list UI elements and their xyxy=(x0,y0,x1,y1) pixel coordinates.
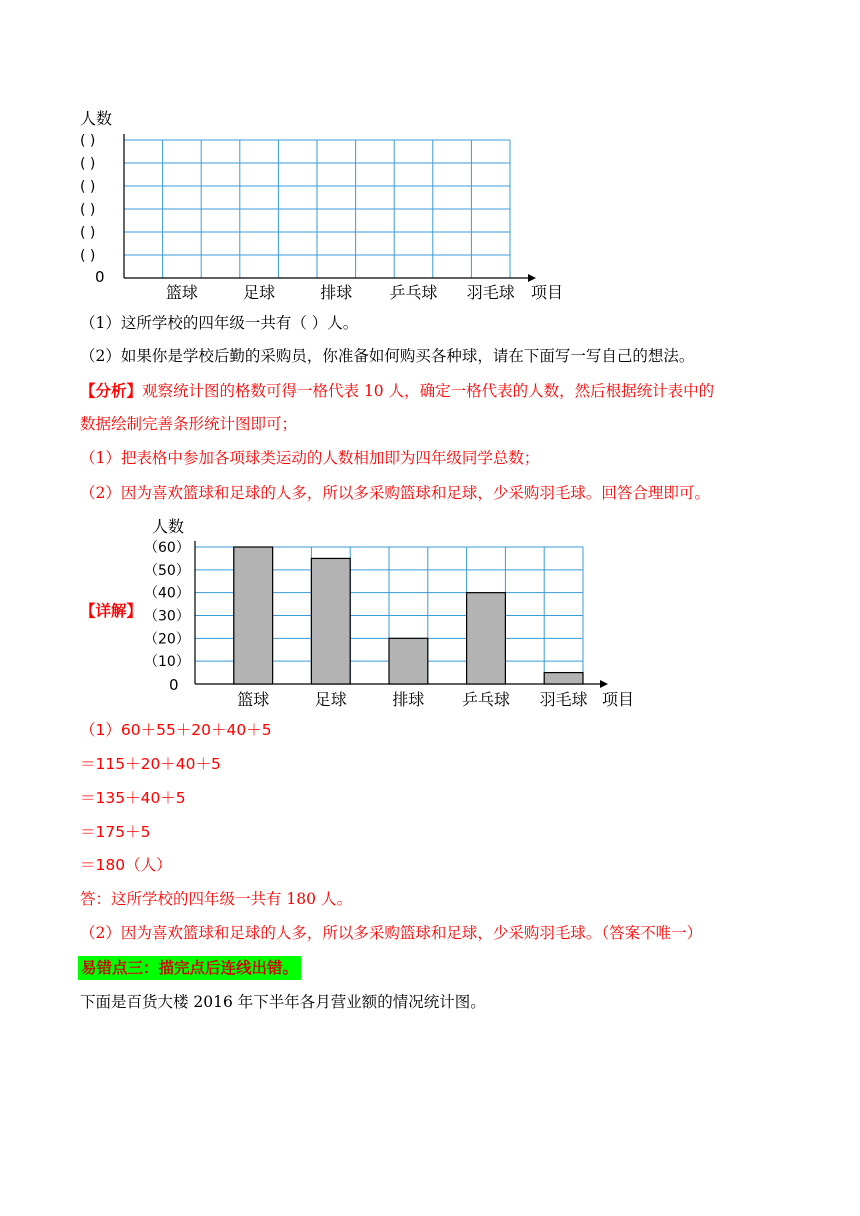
chart-x-labels xyxy=(237,690,587,709)
blank-x-tick-label: 乒乓球 xyxy=(389,283,438,302)
blank-y-tick-label: ( ) xyxy=(80,179,96,195)
error-point-banner: 易错点三：描完点后连线出错。 xyxy=(78,956,301,980)
analysis-tag: 【分析】 xyxy=(80,381,143,400)
chart-x-tick-label: 乒乓球 xyxy=(461,690,511,709)
next-question-intro: 下面是百货大楼 2016 年下半年各月营业额的情况统计图。 xyxy=(80,993,486,1011)
analysis-line-1 xyxy=(80,381,714,401)
chart-bar xyxy=(467,593,506,684)
blank-y-tick-label: ( ) xyxy=(80,133,96,149)
blank-chart-y-ticks xyxy=(80,133,95,264)
chart-y-tick-label: （60） xyxy=(144,540,190,556)
blank-x-tick-label: 足球 xyxy=(243,283,276,302)
detail-tag: 【详解】 xyxy=(80,601,143,620)
solution-line-1: （1）60＋55＋20＋40＋5 xyxy=(80,721,272,739)
chart-x-tick-label: 篮球 xyxy=(237,690,270,709)
blank-chart-origin-label: 0 xyxy=(95,268,105,286)
solution-line-4: ＝175＋5 xyxy=(80,823,151,841)
analysis-line-2: 数据绘制完善条形统计图即可； xyxy=(80,415,298,433)
blank-x-tick-label: 羽毛球 xyxy=(466,283,515,302)
analysis-line-4: （2）因为喜欢篮球和足球的人多，所以多采购篮球和足球，少采购羽毛球。回答合理即可。 xyxy=(80,484,710,502)
blank-y-tick-label: ( ) xyxy=(80,225,96,241)
blank-chart-x-axis-label: 项目 xyxy=(531,283,564,302)
chart-x-axis-label: 项目 xyxy=(602,690,635,709)
blank-bar-chart xyxy=(0,0,860,310)
solution-line-3: ＝135＋40＋5 xyxy=(80,789,186,807)
solution-line-5: ＝180（人） xyxy=(80,856,172,874)
question-1: （1）这所学校的四年级一共有（ ）人。 xyxy=(80,314,359,332)
chart-y-tick-label: （30） xyxy=(144,608,190,625)
solution-q2: （2）因为喜欢篮球和足球的人多，所以多采购篮球和足球，少采购羽毛球。（答案不唯一） xyxy=(80,924,703,942)
chart-x-tick-label: 排球 xyxy=(392,690,425,709)
chart-y-axis-label: 人数 xyxy=(152,517,185,536)
chart-x-tick-label: 足球 xyxy=(314,690,347,709)
blank-x-tick-label: 排球 xyxy=(320,283,353,302)
chart-bar xyxy=(234,547,273,684)
blank-y-tick-label: ( ) xyxy=(80,156,96,172)
blank-x-axis-arrow xyxy=(528,274,536,282)
solution-line-2: ＝115＋20＋40＋5 xyxy=(80,755,221,773)
blank-y-tick-label: ( ) xyxy=(80,202,96,218)
chart-origin-label: 0 xyxy=(169,676,179,694)
chart-bar xyxy=(311,558,350,684)
chart-y-tick-label: （40） xyxy=(144,585,190,602)
chart-y-ticks xyxy=(144,540,190,670)
blank-chart-grid xyxy=(124,134,536,282)
chart-x-axis-arrow xyxy=(600,680,608,688)
chart-bar xyxy=(544,673,583,684)
chart-x-tick-label: 羽毛球 xyxy=(539,690,588,709)
chart-bar xyxy=(389,638,428,684)
chart-y-tick-label: （20） xyxy=(144,631,190,648)
filled-bar-chart xyxy=(0,510,860,715)
chart-y-tick-label: （10） xyxy=(144,654,190,671)
chart-y-tick-label: （50） xyxy=(144,562,190,579)
analysis-text-1: 观察统计图的格数可得一格代表 10 人，确定一格代表的人数，然后根据统计表中的 xyxy=(142,382,715,400)
blank-chart-y-axis-label: 人数 xyxy=(80,109,113,128)
analysis-line-3: （1）把表格中参加各项球类运动的人数相加即为四年级同学总数； xyxy=(80,449,540,467)
solution-answer: 答：这所学校的四年级一共有 180 人。 xyxy=(80,890,352,908)
blank-x-tick-label: 篮球 xyxy=(165,283,198,302)
question-2: （2）如果你是学校后勤的采购员，你准备如何购买各种球，请在下面写一写自己的想法。 xyxy=(80,347,695,365)
blank-chart-x-labels xyxy=(166,283,515,302)
blank-y-tick-label: ( ) xyxy=(80,248,96,264)
